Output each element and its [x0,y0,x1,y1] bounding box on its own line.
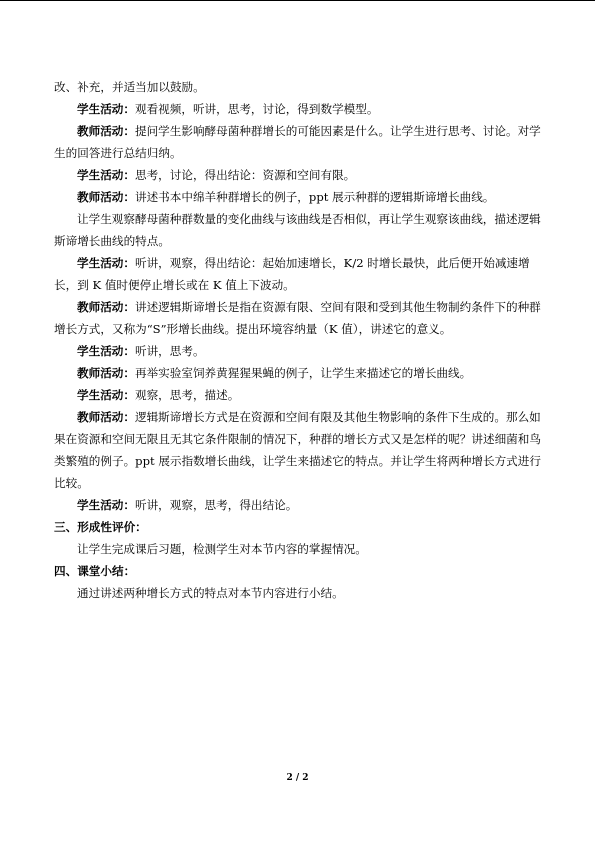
section-4-text: 通过讲述两种增长方式的特点对本节内容进行小结。 [77,586,344,600]
paragraph-3: 教师活动：提问学生影响酵母菌种群增长的可能因素是什么。让学生进行思考、讨论。对学生的回答进行总结归纳。 [54,124,541,160]
document-body [54,76,547,604]
paragraph-12: 教师活动：逻辑斯谛增长方式是在资源和空间有限及其他生物影响的条件下生成的。那么如果在资源和空间无限且无其它条件限制的情况下，种群的增长方式又是怎样的呢？讲述细菌和鸟类繁殖的例子。ppt 展示指数增长曲线，让学生来描述它的特点。并让学生将两种增长方式进行比较。 [54,410,541,490]
paragraph-10: 教师活动：再举实验室饲养黄猩猩果蝇的例子，让学生来描述它的增长曲线。 [77,366,472,380]
paragraph-9: 学生活动：听讲，思考。 [77,344,205,358]
paragraph-2: 学生活动：观看视频，听讲，思考，讨论，得到数学模型。 [77,102,379,116]
header-rule [0,0,595,1]
paragraph-11: 学生活动：观察，思考，描述。 [77,388,240,402]
paragraph-6: 让学生观察酵母菌种群数量的变化曲线与该曲线是否相似，再让学生观察该曲线，描述逻辑斯谛增长曲线的特点。 [54,212,541,248]
section-3-heading: 三、形成性评价： [54,520,147,534]
section-4-heading: 四、课堂小结： [54,564,136,578]
section-3-text: 让学生完成课后习题，检测学生对本节内容的掌握情况。 [77,542,367,556]
paragraph-8: 教师活动：讲述逻辑斯谛增长是指在资源有限、空间有限和受到其他生物制约条件下的种群增长方式，又称为“S”形增长曲线。提出环境容纳量（K 值），讲述它的意义。 [54,300,541,336]
paragraph-5: 教师活动：讲述书本中绵羊种群增长的例子，ppt 展示种群的逻辑斯谛增长曲线。 [77,190,495,204]
page-number: 2 / 2 [286,773,309,783]
paragraph-4: 学生活动：思考，讨论，得出结论：资源和空间有限。 [77,168,356,182]
paragraph-7: 学生活动：听讲，观察，得出结论：起始加速增长，K/2 时增长最快，此后便开始减速增长，到 K 值时便停止增长或在 K 值上下波动。 [54,256,530,292]
paragraph-13: 学生活动：听讲，观察，思考，得出结论。 [77,498,298,512]
paragraph-1: 改、补充，并适当加以鼓励。 [54,80,205,94]
